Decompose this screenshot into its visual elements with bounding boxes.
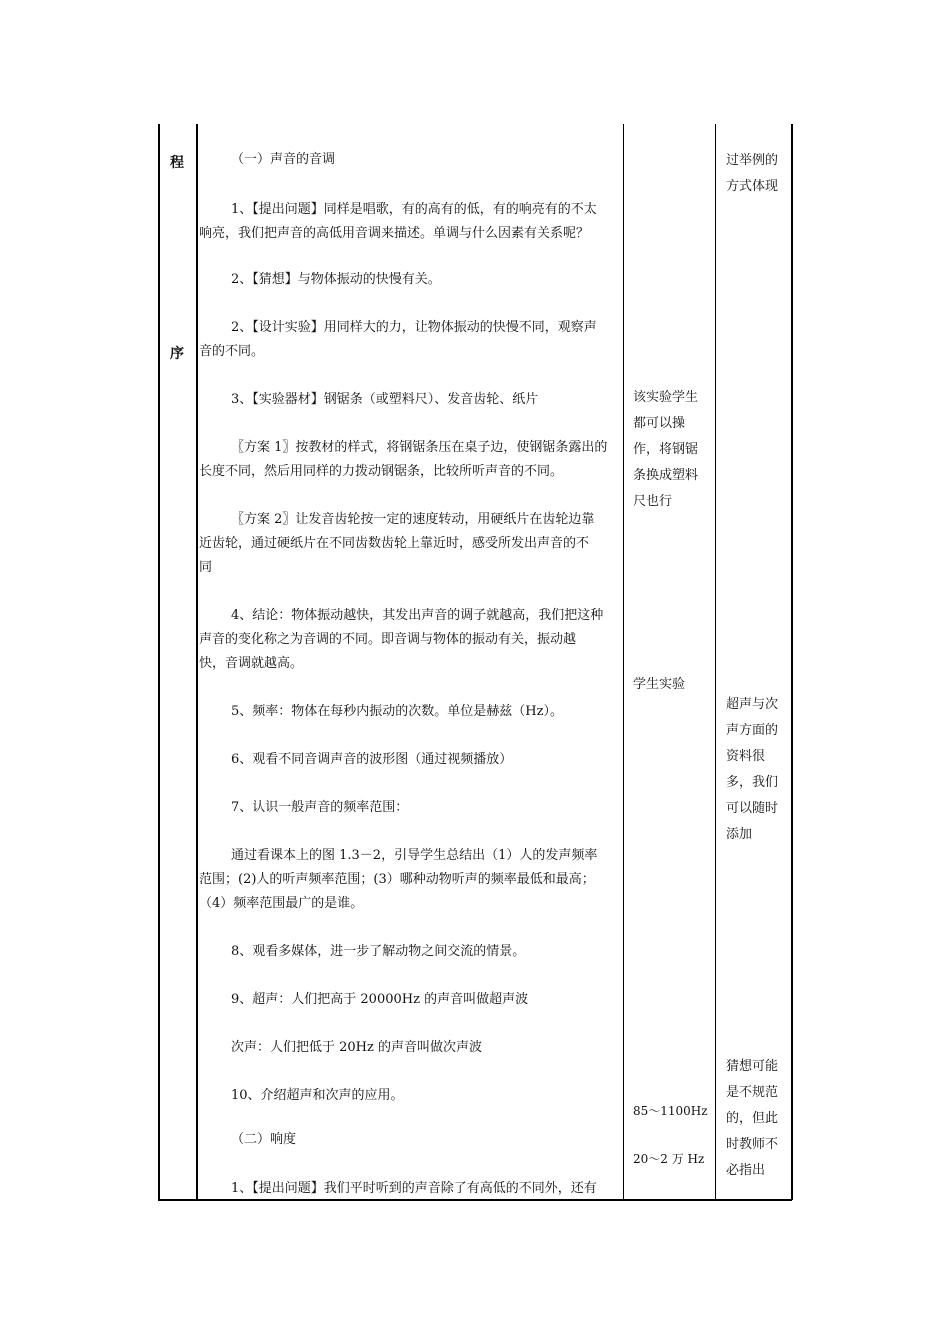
remark-line: 的，但此 bbox=[726, 1111, 779, 1126]
voice-range-note: 85～1100Hz bbox=[633, 1104, 708, 1118]
remark-line: 是不规范 bbox=[726, 1085, 779, 1100]
guess-remark bbox=[726, 1054, 788, 1184]
table-right-border bbox=[791, 124, 793, 1200]
remark-line: 时教师不 bbox=[726, 1137, 779, 1152]
range-paragraph bbox=[199, 844, 623, 916]
design-paragraph bbox=[199, 316, 623, 364]
text-line: 范围；(2)人的听声频率范围；(3）哪种动物听声的频率最低和最高； bbox=[199, 872, 595, 887]
remark-line: 添加 bbox=[726, 827, 753, 842]
section1-title: （一）声音的音调 bbox=[231, 152, 336, 167]
remark-line: 超声与次 bbox=[726, 697, 779, 712]
ultrasound-paragraph: 9、超声：人们把高于 20000Hz 的声音叫做超声波 bbox=[231, 992, 529, 1007]
multimedia-paragraph: 8、观看多媒体，进一步了解动物之间交流的情景。 bbox=[231, 944, 526, 959]
note-line: 该实验学生 bbox=[633, 390, 699, 405]
infrasound-paragraph: 次声：人们把低于 20Hz 的声音叫做次声波 bbox=[231, 1040, 482, 1055]
text-line: 近齿轮，通过硬纸片在不同齿数齿轮上靠近时，感受所发出声音的不 bbox=[199, 536, 590, 551]
remark-line: 猜想可能 bbox=[726, 1059, 779, 1074]
remark-line: 过举例的 bbox=[726, 153, 779, 168]
applications-paragraph: 10、介绍超声和次声的应用。 bbox=[231, 1088, 404, 1103]
example-remark bbox=[726, 148, 788, 200]
frequency-paragraph: 5、频率：物体在每秒内振动的次数。单位是赫兹（Hz）。 bbox=[231, 704, 563, 719]
guess-paragraph: 2、【猜想】与物体振动的快慢有关。 bbox=[231, 272, 441, 287]
table-left-border bbox=[158, 124, 160, 1200]
text-line: 响亮，我们把声音的高低用音调来描述。单调与什么因素有关系呢？ bbox=[199, 226, 590, 241]
loudness-question-paragraph: 1、【提出问题】我们平时听到的声音除了有高低的不同外，还有 bbox=[231, 1181, 597, 1196]
student-experiment-note: 学生实验 bbox=[633, 677, 686, 692]
text-line: 1、【提出问题】同样是唱歌，有的高有的低，有的响亮有的不太 bbox=[231, 202, 597, 217]
stage-label-xu: 序 bbox=[170, 346, 184, 362]
text-line: 快，音调就越高。 bbox=[199, 656, 304, 671]
stage-label-cheng: 程 bbox=[170, 155, 184, 171]
equipment-paragraph: 3、【实验器材】钢锯条（或塑料尺）、发音齿轮、纸片 bbox=[231, 392, 539, 407]
ultrasound-remark bbox=[726, 692, 788, 848]
remark-line: 方式体现 bbox=[726, 179, 779, 194]
conclusion-paragraph bbox=[199, 604, 623, 676]
note-line: 尺也行 bbox=[633, 494, 673, 509]
column-divider-3 bbox=[715, 124, 716, 1200]
text-line: 4、结论：物体振动越快，其发出声音的调子就越高，我们把这种 bbox=[231, 608, 604, 623]
text-line: 〖方案 1〗按教材的样式，将钢锯条压在桌子边，使钢锯条露出的 bbox=[231, 440, 608, 455]
text-line: 音的不同。 bbox=[199, 344, 265, 359]
note-line: 条换成塑料 bbox=[633, 468, 699, 483]
text-line: 〖方案 2〗让发音齿轮按一定的速度转动，用硬纸片在齿轮边靠 bbox=[231, 512, 595, 527]
note-line: 都可以操 bbox=[633, 416, 686, 431]
column-divider-1 bbox=[196, 124, 198, 1200]
note-line: 作，将钢锯 bbox=[633, 442, 699, 457]
remark-line: 多，我们 bbox=[726, 775, 779, 790]
text-line: 2、【设计实验】用同样大的力，让物体振动的快慢不同，观察声 bbox=[231, 320, 597, 335]
waveform-paragraph: 6、观看不同音调声音的波形图（通过视频播放） bbox=[231, 752, 513, 767]
remark-line: 资料很 bbox=[726, 749, 766, 764]
range-title: 7、认识一般声音的频率范围： bbox=[231, 800, 409, 815]
experiment-note bbox=[633, 385, 713, 515]
text-line: 同 bbox=[199, 560, 213, 575]
question-paragraph bbox=[199, 198, 623, 246]
plan2-paragraph bbox=[199, 508, 623, 580]
text-line: 长度不同，然后用同样的力拨动钢锯条，比较所听声音的不同。 bbox=[199, 464, 564, 479]
remark-line: 必指出 bbox=[726, 1163, 766, 1178]
text-line: （4）频率范围最广的是谁。 bbox=[199, 896, 364, 911]
remark-line: 可以随时 bbox=[726, 801, 779, 816]
plan1-paragraph bbox=[199, 436, 623, 484]
text-line: 声音的变化称之为音调的不同。即音调与物体的振动有关，振动越 bbox=[199, 632, 577, 647]
text-line: 通过看课本上的图 1.3－2，引导学生总结出（1）人的发声频率 bbox=[231, 848, 598, 863]
section2-title: （二）响度 bbox=[231, 1132, 297, 1147]
hearing-range-note: 20～2 万 Hz bbox=[633, 1152, 705, 1166]
remark-line: 声方面的 bbox=[726, 723, 779, 738]
